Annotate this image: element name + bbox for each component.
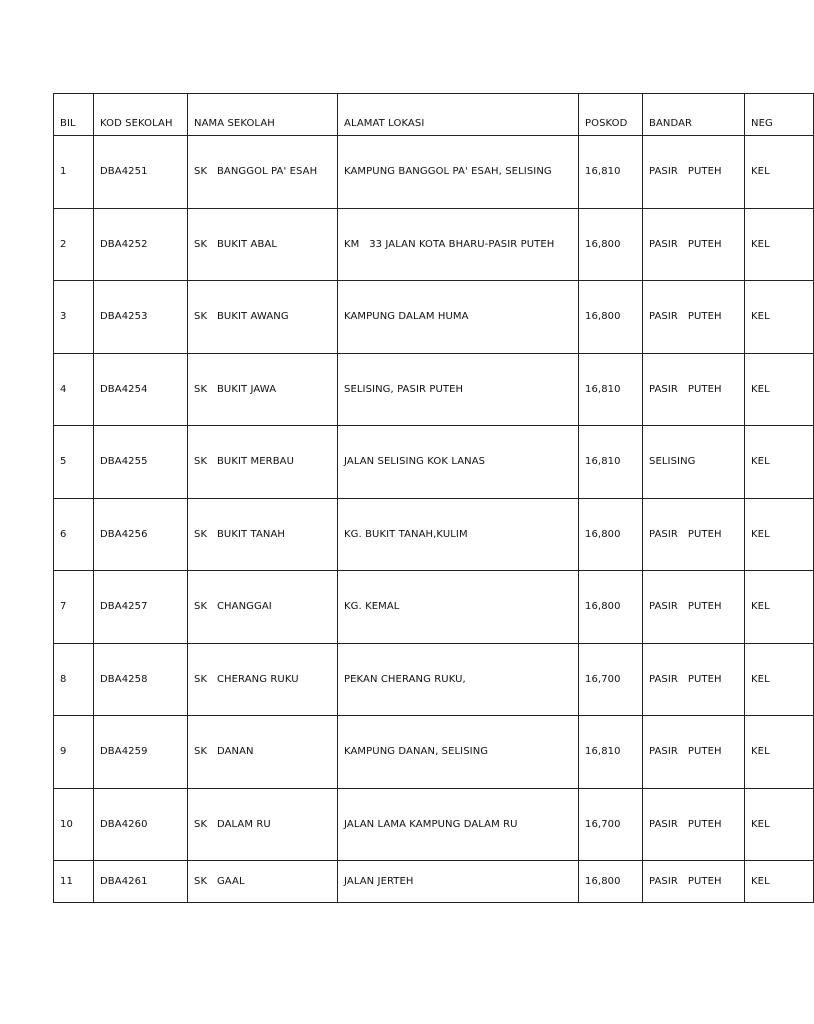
- cell-bandar: SELISING: [643, 426, 745, 499]
- cell-bandar: PASIR PUTEH: [643, 208, 745, 281]
- table-row: [54, 498, 814, 571]
- cell-bil: 5: [54, 426, 94, 499]
- table-row: [54, 353, 814, 426]
- cell-alamat-lokasi: KAMPUNG DALAM HUMA: [338, 281, 579, 354]
- cell-bandar: PASIR PUTEH: [643, 643, 745, 716]
- cell-nama-sekolah: SK DALAM RU: [188, 788, 338, 861]
- cell-bandar: PASIR PUTEH: [643, 716, 745, 789]
- cell-negeri: KEL: [745, 426, 814, 499]
- cell-alamat-lokasi: JALAN LAMA KAMPUNG DALAM RU: [338, 788, 579, 861]
- cell-negeri: KEL: [745, 208, 814, 281]
- cell-poskod: 16,800: [579, 571, 643, 644]
- cell-bandar: PASIR PUTEH: [643, 788, 745, 861]
- header-poskod: POSKOD: [579, 94, 643, 136]
- header-bandar: BANDAR: [643, 94, 745, 136]
- cell-bil: 7: [54, 571, 94, 644]
- cell-kod-sekolah: DBA4258: [94, 643, 188, 716]
- cell-kod-sekolah: DBA4260: [94, 788, 188, 861]
- cell-negeri: KEL: [745, 136, 814, 209]
- header-negeri: NEG: [745, 94, 814, 136]
- header-nama-sekolah: NAMA SEKOLAH: [188, 94, 338, 136]
- cell-nama-sekolah: SK CHERANG RUKU: [188, 643, 338, 716]
- cell-bil: 4: [54, 353, 94, 426]
- cell-poskod: 16,810: [579, 353, 643, 426]
- cell-poskod: 16,800: [579, 281, 643, 354]
- cell-negeri: KEL: [745, 498, 814, 571]
- cell-poskod: 16,810: [579, 426, 643, 499]
- cell-negeri: KEL: [745, 788, 814, 861]
- table-row: [54, 208, 814, 281]
- cell-alamat-lokasi: KG. KEMAL: [338, 571, 579, 644]
- cell-bil: 8: [54, 643, 94, 716]
- table-row: [54, 643, 814, 716]
- cell-negeri: KEL: [745, 643, 814, 716]
- cell-poskod: 16,700: [579, 643, 643, 716]
- cell-alamat-lokasi: KG. BUKIT TANAH,KULIM: [338, 498, 579, 571]
- school-list-table: [53, 93, 814, 903]
- cell-negeri: KEL: [745, 353, 814, 426]
- table-header-row: [54, 94, 814, 136]
- table-row: [54, 788, 814, 861]
- cell-kod-sekolah: DBA4261: [94, 861, 188, 903]
- header-alamat-lokasi: ALAMAT LOKASI: [338, 94, 579, 136]
- cell-kod-sekolah: DBA4253: [94, 281, 188, 354]
- cell-kod-sekolah: DBA4254: [94, 353, 188, 426]
- cell-nama-sekolah: SK BUKIT AWANG: [188, 281, 338, 354]
- cell-nama-sekolah: SK BUKIT JAWA: [188, 353, 338, 426]
- cell-kod-sekolah: DBA4257: [94, 571, 188, 644]
- cell-bil: 11: [54, 861, 94, 903]
- cell-alamat-lokasi: JALAN JERTEH: [338, 861, 579, 903]
- cell-nama-sekolah: SK DANAN: [188, 716, 338, 789]
- cell-bil: 1: [54, 136, 94, 209]
- cell-poskod: 16,800: [579, 498, 643, 571]
- cell-bil: 6: [54, 498, 94, 571]
- cell-bandar: PASIR PUTEH: [643, 861, 745, 903]
- cell-alamat-lokasi: PEKAN CHERANG RUKU,: [338, 643, 579, 716]
- cell-bil: 3: [54, 281, 94, 354]
- header-bil: BIL: [54, 94, 94, 136]
- cell-negeri: KEL: [745, 861, 814, 903]
- cell-poskod: 16,810: [579, 716, 643, 789]
- cell-poskod: 16,800: [579, 861, 643, 903]
- cell-nama-sekolah: SK GAAL: [188, 861, 338, 903]
- cell-bandar: PASIR PUTEH: [643, 136, 745, 209]
- cell-alamat-lokasi: JALAN SELISING KOK LANAS: [338, 426, 579, 499]
- cell-negeri: KEL: [745, 281, 814, 354]
- cell-kod-sekolah: DBA4255: [94, 426, 188, 499]
- table-row: [54, 281, 814, 354]
- cell-poskod: 16,700: [579, 788, 643, 861]
- cell-kod-sekolah: DBA4251: [94, 136, 188, 209]
- table-row: [54, 426, 814, 499]
- table-row: [54, 861, 814, 903]
- cell-poskod: 16,810: [579, 136, 643, 209]
- cell-alamat-lokasi: KAMPUNG DANAN, SELISING: [338, 716, 579, 789]
- table-row: [54, 716, 814, 789]
- cell-alamat-lokasi: SELISING, PASIR PUTEH: [338, 353, 579, 426]
- cell-bil: 10: [54, 788, 94, 861]
- cell-alamat-lokasi: KM 33 JALAN KOTA BHARU-PASIR PUTEH: [338, 208, 579, 281]
- cell-bandar: PASIR PUTEH: [643, 353, 745, 426]
- header-kod-sekolah: KOD SEKOLAH: [94, 94, 188, 136]
- cell-negeri: KEL: [745, 716, 814, 789]
- cell-kod-sekolah: DBA4256: [94, 498, 188, 571]
- cell-bandar: PASIR PUTEH: [643, 281, 745, 354]
- cell-nama-sekolah: SK BUKIT MERBAU: [188, 426, 338, 499]
- cell-nama-sekolah: SK BUKIT TANAH: [188, 498, 338, 571]
- table-row: [54, 136, 814, 209]
- cell-negeri: KEL: [745, 571, 814, 644]
- cell-bil: 9: [54, 716, 94, 789]
- cell-alamat-lokasi: KAMPUNG BANGGOL PA' ESAH, SELISING: [338, 136, 579, 209]
- cell-nama-sekolah: SK BANGGOL PA' ESAH: [188, 136, 338, 209]
- cell-bandar: PASIR PUTEH: [643, 498, 745, 571]
- cell-bandar: PASIR PUTEH: [643, 571, 745, 644]
- cell-bil: 2: [54, 208, 94, 281]
- table-row: [54, 571, 814, 644]
- cell-nama-sekolah: SK CHANGGAI: [188, 571, 338, 644]
- cell-poskod: 16,800: [579, 208, 643, 281]
- cell-kod-sekolah: DBA4259: [94, 716, 188, 789]
- cell-kod-sekolah: DBA4252: [94, 208, 188, 281]
- cell-nama-sekolah: SK BUKIT ABAL: [188, 208, 338, 281]
